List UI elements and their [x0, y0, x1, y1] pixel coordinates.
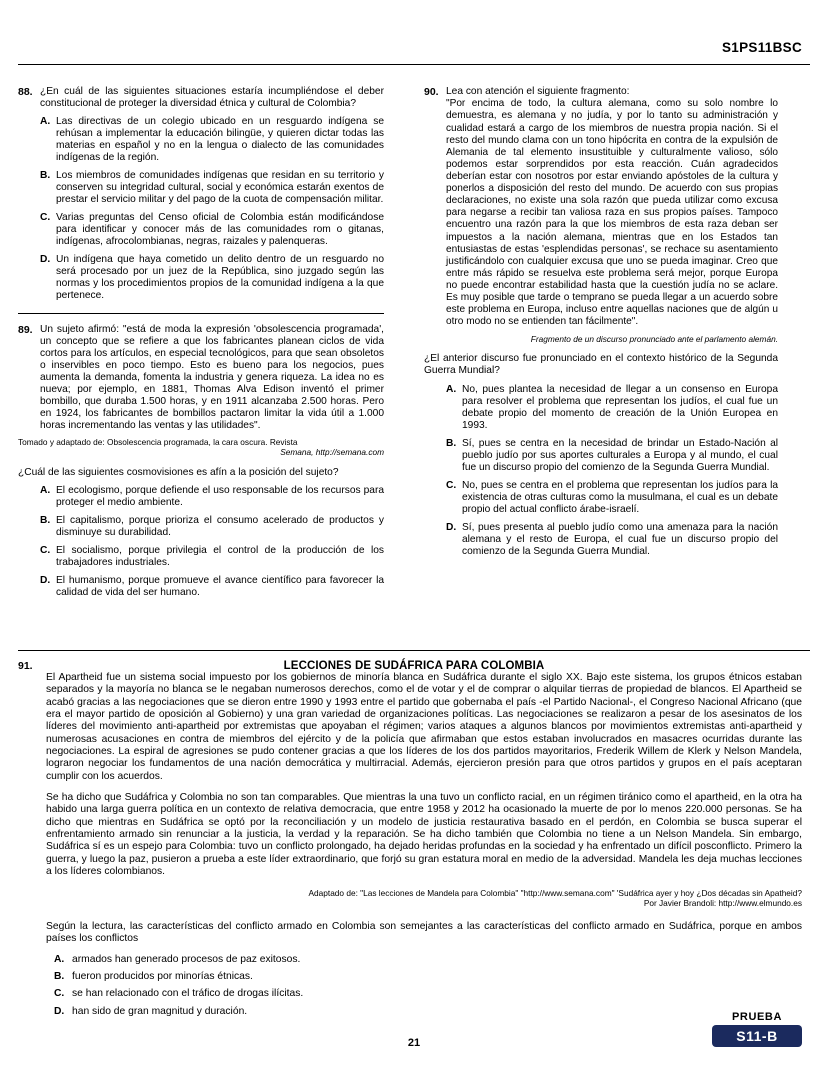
question-89-options — [18, 485, 384, 599]
question-88-number: 88. — [18, 86, 33, 98]
page-header-code: S1PS11BSC — [722, 40, 802, 55]
option-d-text: han sido de gran magnitud y duración. — [72, 1005, 248, 1017]
question-89 — [18, 324, 384, 599]
question-89-number: 89. — [18, 323, 33, 336]
option-a-letter: A. — [40, 484, 51, 496]
question-89-source-line1: Tomado y adaptado de: Obsolescencia programada, la cara oscura. Revista — [18, 436, 298, 447]
option-b[interactable] — [40, 170, 384, 206]
page-number: 21 — [407, 1037, 421, 1049]
option-d[interactable] — [54, 1006, 810, 1018]
question-90-number: 90. — [424, 86, 439, 98]
question-91-options — [54, 954, 810, 1018]
question-divider — [18, 313, 384, 314]
reading-credit-line1: Adaptado de: "Las lecciones de Mandela para Colombia" "http://www.semana.com" 'Sudáfrica ayer y hoy ¿Dos décadas sin Apatheid? — [308, 887, 802, 898]
bottom-section-divider — [18, 650, 810, 651]
option-b[interactable] — [54, 971, 810, 983]
option-b-text: fueron producidos por minorías étnicas. — [72, 971, 253, 983]
question-88 — [18, 86, 384, 303]
question-89-source — [18, 437, 384, 458]
option-c-text: No, pues se centra en el problema que representan los judíos para la existencia de otras culturas como la musulmana, el cual es un debate propio del actual conflicto árabe-israelí. — [462, 479, 778, 515]
option-c[interactable] — [40, 545, 384, 569]
option-b-letter: B. — [40, 170, 51, 182]
question-90-options — [424, 384, 778, 558]
option-d-text: Un indígena que haya cometido un delito dentro de un resguardo no será procesado por un juez de la República, sino juzgado según las normas y los procedimientos propios de la comunidad indígena a la que pertenece. — [56, 254, 384, 302]
option-d-letter: D. — [40, 254, 51, 266]
question-89-header — [18, 324, 384, 432]
prueba-label: PRUEBA — [731, 1011, 783, 1023]
option-b-text: Los miembros de comunidades indígenas que residan en su territorio y conserven su integridad cultural, social y económica estarán exentos de prestar el servicio militar y del pago de la cuota de compensación militar. — [56, 170, 384, 206]
option-c-text: se han relacionado con el tráfico de drogas ilícitas. — [72, 988, 304, 1000]
question-90-stem: ¿El anterior discurso fue pronunciado en el contexto histórico de la Segunda Guerra Mundial? — [424, 353, 778, 377]
right-column — [398, 86, 778, 609]
reading-body — [46, 672, 802, 879]
left-column — [18, 86, 398, 609]
option-a-letter: A. — [40, 116, 51, 128]
header-divider — [18, 64, 810, 65]
question-89-source-line2: Semana, http://semana.com — [280, 447, 384, 458]
question-91-number: 91. — [18, 660, 33, 672]
question-90-fragment-source: Fragmento de un discurso pronunciado ante el parlamento alemán. — [530, 334, 778, 345]
question-90-fragment: "Por encima de todo, la cultura alemana, como su solo nombre lo demuestra, es alemana y no judía, y por lo tanto su administración y cualidad estará a cargo de los miembros de nuestra propia nación. Si el resto del mundo clama con un tono hipócrita en contra de la expulsión de Alemania de tal elemento insustituible y culturalmente valioso, sólo podemos estar sorprendidos por esta reacción. Cuán agradecidos deberían estar con nosotros por estar enviando apóstoles de la cultura y ponerlos a disposición del resto del mundo. De acuerdo con sus propias declaraciones, no existe una sola razón que pueda utilizar como excusa para negarse a recibir tan valiosa raza en sus propios países. Tampoco encuentro una razón para la que los miembros de esta raza deban ser impuestos a la nación alemana, mientras que en los Estados tan entusiastas de estas 'esplendidas personas', se rechace su asentamiento justificándolo con cualquier excusa que uno se pueda imaginar. Creo que entre más rápido se resuelva este problema será mejor, porque Europa no puede encontrar estabilidad hasta que la cuestión judía no se aclare. Es muy posible que tarde o temprano se pueda llegar a un acuerdo sobre este problema en Europa, incluso entre aquellas naciones que de algún u otro modo no se entienden tan fácilmente". — [446, 98, 778, 328]
option-a[interactable] — [40, 116, 384, 164]
reading-credit — [46, 888, 802, 910]
question-89-text: Un sujeto afirmó: "está de moda la expresión 'obsolescencia programada', un concepto que se refiere a que los fabricantes planean ciclos de vida cortos para los artículos, en especial tecnológicos, para que sean obsoletos o inservibles en poco tiempo. Esto es bueno para los negocios, pues aumenta la demanda, fomenta la industria y genera riqueza. La idea no es nueva; por ejemplo, en 1881, Thomas Alva Edison inventó el primer bombillo, que duraba 1.500 horas, y en 1911 alcanzaba 2.500 horas. Pero en 1924, los fabricantes de bombillos pactaron limitar la vida útil a 1.000 horas incrementando las ventas y las utilidades". — [40, 323, 384, 431]
option-a-text: Las directivas de un colegio ubicado en un resguardo indígena se rehúsan a implementar la educación bilingüe, y quieren dictar todas las materias en español y no en la lengua o dialecto de las comunidades indígenas de la región. — [56, 116, 384, 164]
option-a-letter: A. — [54, 953, 65, 965]
option-c-text: Varias preguntas del Censo oficial de Colombia están modificándose para identificar y conocer más de las comunidades rom o gitanas, indígenas, afrocolombianas, negras, raizales y palenqueras. — [56, 212, 384, 248]
question-90 — [424, 86, 778, 558]
question-91 — [18, 660, 810, 1023]
question-88-text: ¿En cuál de las siguientes situaciones estaría incumpliéndose el deber constitucional de proteger la diversidad étnica y cultural de Colombia? — [40, 86, 384, 110]
option-d[interactable] — [40, 575, 384, 599]
option-d-letter: D. — [54, 1005, 65, 1017]
option-b-text: El capitalismo, porque prioriza el consumo acelerado de productos y disminuye su durabilidad. — [56, 514, 384, 538]
option-a[interactable] — [54, 954, 810, 966]
option-c[interactable] — [54, 988, 810, 1000]
option-d-letter: D. — [40, 574, 51, 586]
option-c[interactable] — [446, 480, 778, 516]
prueba-badge: S11-B — [712, 1025, 802, 1047]
option-d[interactable] — [446, 522, 778, 558]
question-91-header — [18, 660, 810, 672]
reading-paragraph-2: Se ha dicho que Sudáfrica y Colombia no son tan comparables. Que mientras la una tuvo un conflicto racial, en un régimen tiránico como el apartheid, en la otra ha habido una larga guerra política en un contexto de relativa democracia, que entre 1958 y 2012 ha ocasionado la muerte de por lo menos 220.000 personas. Se ha dicho que mientras en Sudáfrica se optó por la reconciliación y un modelo de justicia restaurativa basado en el perdón, en Colombia se busca superar el enfrentamiento armado sin renunciar a la justicia, la verdad y la reparación. Se ha dicho también que Colombia no tiene a un Nelson Mandela. Sin embargo, Sudáfrica sí es un espejo para Colombia: tuvo un conflicto prolongado, ha dejado heridas profundas en la sociedad y ha enfrentado un difícil posconflicto. Primero la guerra, y luego la paz, pusieron a prueba a este líder extraordinario, que forjó su gran estatura moral en medio de la adversidad. Mandela les deja muchas lecciones a los líderes colombianos. — [46, 792, 802, 878]
reading-credit-line2: Por Javier Brandoli: http://www.elmundo.es — [643, 898, 802, 909]
option-d[interactable] — [40, 254, 384, 302]
question-91-stem: Según la lectura, las características del conflicto armado en Colombia son semejantes a las características del conflicto armado en Sudáfrica, porque en ambos países los conflictos — [46, 921, 802, 945]
option-b[interactable] — [40, 515, 384, 539]
option-a-text: armados han generado procesos de paz exitosos. — [72, 953, 301, 965]
option-b-text: Sí, pues se centra en la necesidad de brindar un Estado-Nación al pueblo judío por sus aportes culturales a Europa y al mundo, el cual fue un discurso propio del comienzo de la Segunda Guerra Mundial. — [462, 437, 778, 473]
option-a-letter: A. — [446, 383, 457, 395]
option-d-text: El humanismo, porque promueve el avance científico para favorecer la calidad de vida del ser humano. — [56, 574, 384, 598]
option-c-letter: C. — [40, 212, 51, 224]
option-d-letter: D. — [446, 521, 457, 533]
option-b-letter: B. — [54, 971, 65, 983]
option-c-letter: C. — [40, 544, 51, 556]
option-c-text: El socialismo, porque privilegia el control de la producción de los trabajadores industriales. — [56, 544, 384, 568]
option-a[interactable] — [40, 485, 384, 509]
option-a-text: El ecologismo, porque defiende el uso responsable de los recursos para proteger el medio ambiente. — [56, 484, 384, 508]
option-c-letter: C. — [54, 988, 65, 1000]
option-a[interactable] — [446, 384, 778, 432]
question-90-header — [424, 86, 778, 98]
question-89-stem: ¿Cuál de las siguientes cosmovisiones es afín a la posición del sujeto? — [18, 466, 339, 478]
option-b[interactable] — [446, 438, 778, 474]
option-d-text: Sí, pues presenta al pueblo judío como una amenaza para la nación alemana y el resto de Europa, el cual fue un discurso propio del comienzo de la Segunda Guerra Mundial. — [462, 521, 778, 557]
option-c-letter: C. — [446, 479, 457, 491]
reading-paragraph-1: El Apartheid fue un sistema social impuesto por los gobiernos de minoría blanca en Sudáfrica durante el siglo XX. Bajo este sistema, los grupos étnicos estaban separados y la mayoría no blanca se le negaban numerosos derechos, como el de votar y el de comprar o alquilar tierras de propiedad de blancos. El Apartheid se acabó gracias a las negociaciones que se dieron entre 1990 y 1993 entre el partido que gobernaba el país -el Partido Nacional-, el Congreso Nacional Africano (que era el mayor partido de oposición al Gobierno) y una gran variedad de organizaciones políticas. Las negociaciones se realizaron a pesar de los asesinatos de los líderes del movimiento anti-apartheid por extremistas que apoyaban el régimen; varios ataques a algunos blancos por movimientos extremistas anti-apartheid y numerosas acusaciones en contra de miembros del ejército y de la policía que afirmaban que estos estaban involucrados en masacres ocurridas durante las negociaciones. La espiral de agresiones se pudo contener gracias a que los líderes de los dos partidos mayoritarios, Frederik Willem de Klerk y Nelson Mandela, lograron negociar los fundamentos de una nación democrática y multirracial. Además, ejercieron presión para que otros partidos y grupos en el país aceptaran cumplir con los acuerdos. — [46, 672, 802, 782]
two-column-body — [18, 86, 810, 609]
option-b-letter: B. — [446, 437, 457, 449]
reading-title: LECCIONES DE SUDÁFRICA PARA COLOMBIA — [283, 660, 545, 672]
option-a-text: No, pues plantea la necesidad de llegar a un consenso en Europa para resolver el problema que representan los judíos, el cual fue un debate propio del momento de creación de la Unión Europea en 1993. — [462, 383, 778, 431]
option-c[interactable] — [40, 212, 384, 248]
question-88-header — [18, 86, 384, 110]
question-90-text: Lea con atención el siguiente fragmento: — [446, 86, 630, 97]
question-88-options — [18, 116, 384, 302]
option-b-letter: B. — [40, 514, 51, 526]
